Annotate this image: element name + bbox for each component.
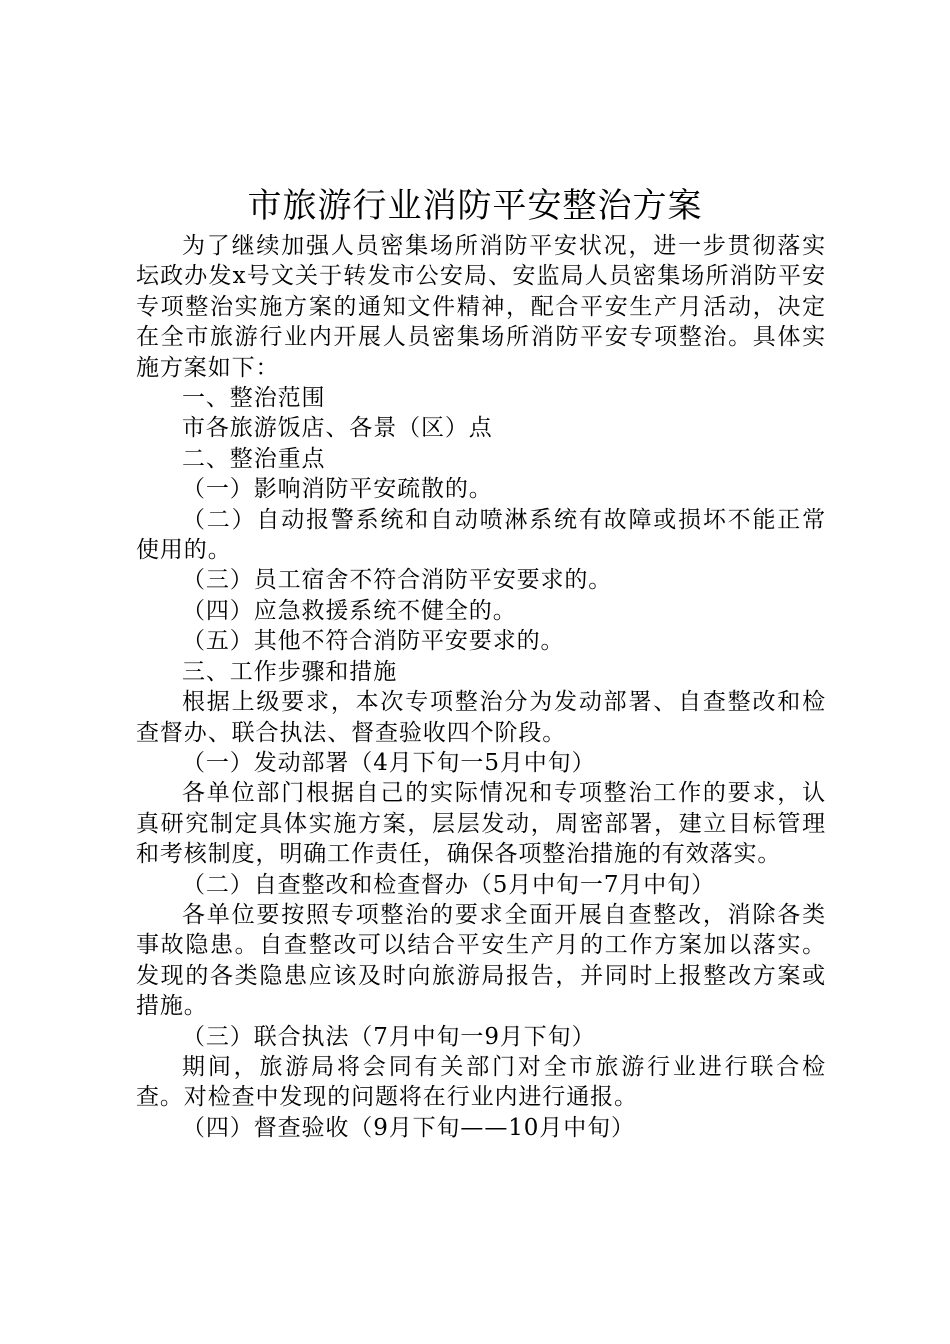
stage-4-heading: （四）督查验收（9月下旬——10月中旬） [182, 1114, 635, 1141]
stage-3-paragraph: 期间，旅游局将会同有关部门对全市旅游行业进行联合检查。对检查中发现的问题将在行业内进行通报。 [136, 1053, 826, 1111]
document-body [136, 231, 826, 1143]
stage-1-paragraph: 各单位部门根据自己的实际情况和专项整治工作的要求，认真研究制定具体实施方案，层层发动，周密部署，建立目标管理和考核制度，明确工作责任，确保各项整治措施的有效落实。 [136, 780, 826, 868]
intro-paragraph: 为了继续加强人员密集场所消防平安状况，进一步贯彻落实坛政办发x号文关于转发市公安局、安监局人员密集场所消防平安专项整治实施方案的通知文件精神，配合平安生产月活动，决定在全市旅游行业内开展人员密集场所消防平安专项整治。具体实施方案如下： [136, 233, 826, 381]
focus-item-4: （四）应急救援系统不健全的。 [182, 597, 517, 624]
stage-1-heading: （一）发动部署（4月下旬一5月中旬） [182, 749, 596, 776]
focus-item-1: （一）影响消防平安疏散的。 [182, 476, 493, 503]
stage-2-paragraph: 各单位要按照专项整治的要求全面开展自查整改，消除各类事故隐患。自查整改可以结合平安生产月的工作方案加以落实。发现的各类隐患应该及时向旅游局报告，并同时上报整改方案或措施。 [136, 901, 826, 1020]
document-title: 市旅游行业消防平安整治方案 [247, 186, 703, 226]
focus-item-3: （三）员工宿舍不符合消防平安要求的。 [182, 567, 613, 594]
stage-2-heading: （二）自查整改和检查督办（5月中旬一7月中旬） [182, 871, 715, 898]
focus-item-5: （五）其他不符合消防平安要求的。 [182, 628, 565, 655]
stage-3-heading: （三）联合执法（7月中旬一9月下旬） [182, 1023, 596, 1050]
focus-item-2: （二）自动报警系统和自动喷淋系统有故障或损坏不能正常使用的。 [136, 506, 826, 564]
section-heading-scope: 一、整治范围 [182, 385, 326, 412]
section-heading-steps: 三、工作步骤和措施 [182, 658, 398, 685]
scope-paragraph: 市各旅游饭店、各景（区）点 [182, 415, 493, 442]
section-heading-focus: 二、整治重点 [182, 445, 326, 472]
steps-paragraph: 根据上级要求，本次专项整治分为发动部署、自查整改和检查督办、联合执法、督查验收四个阶段。 [136, 689, 826, 746]
